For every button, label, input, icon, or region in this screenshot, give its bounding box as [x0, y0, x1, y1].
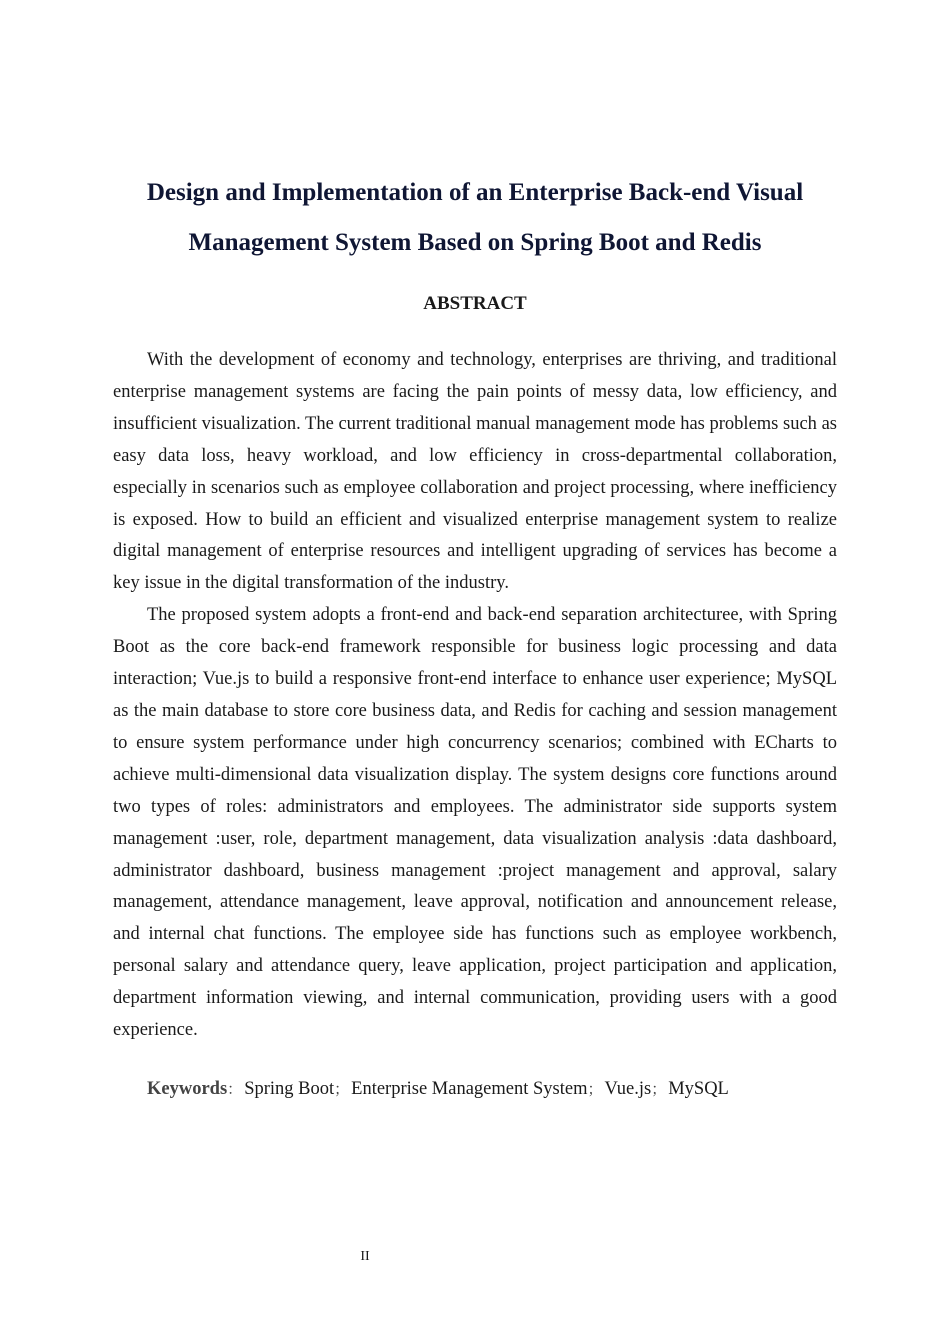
keywords-label: Keywords — [147, 1079, 228, 1099]
keyword-separator: ； — [334, 1082, 350, 1098]
page-number: II — [360, 1249, 370, 1264]
keyword-separator: ； — [587, 1082, 603, 1098]
paper-title-line-2: Management System Based on Spring Boot and Redis — [188, 229, 762, 256]
keyword-item: Spring Boot — [244, 1079, 335, 1099]
keyword-item: Enterprise Management System — [351, 1079, 588, 1099]
keyword-item: Vue.js — [604, 1079, 652, 1099]
keywords-line — [147, 1074, 837, 1105]
paper-title — [113, 168, 837, 268]
document-page — [113, 0, 837, 1344]
abstract-paragraph-1: With the development of economy and technology, enterprises are thriving, and traditional enterprise management systems are facing the pain points of messy data, low efficiency, and insufficient visualization. The current traditional manual management mode has problems such as easy data loss, heavy workload, and low efficiency in cross-departmental collaboration, especially in scenarios such as employee collaboration and project processing, where inefficiency is exposed. How to build an efficient and visualized enterprise management system to realize digital management of enterprise resources and intelligent upgrading of services has become a key issue in the digital transformation of the industry. — [113, 350, 837, 594]
keywords-label-separator: ： — [227, 1082, 243, 1098]
abstract-body — [113, 345, 837, 1047]
abstract-heading: ABSTRACT — [423, 293, 527, 314]
abstract-paragraph-2: The proposed system adopts a front-end and back-end separation architecturee, with Spring Boot as the core back-end framework responsible for business logic processing and data interaction; Vue.js to build a responsive front-end interface to enhance user experience; MySQL as the main database to store core business data, and Redis for caching and session management to ensure system performance under high concurrency scenarios; combined with ECharts to achieve multi-dimensional data visualization display. The system designs core functions around two types of roles: administrators and employees. The administrator side supports system management :user, role, department management, data visualization analysis :data dashboard, administrator dashboard, business management :project management and approval, salary management, attendance management, leave approval, notification and announcement release, and internal chat functions. The employee side has functions such as employee workbench, personal salary and attendance query, leave application, project participation and application, department information viewing, and internal communication, providing users with a good experience. — [113, 605, 837, 1041]
keyword-item: MySQL — [668, 1079, 729, 1099]
paper-title-line-1: Design and Implementation of an Enterprise Back-end Visual — [146, 179, 804, 206]
keyword-separator: ； — [651, 1082, 667, 1098]
